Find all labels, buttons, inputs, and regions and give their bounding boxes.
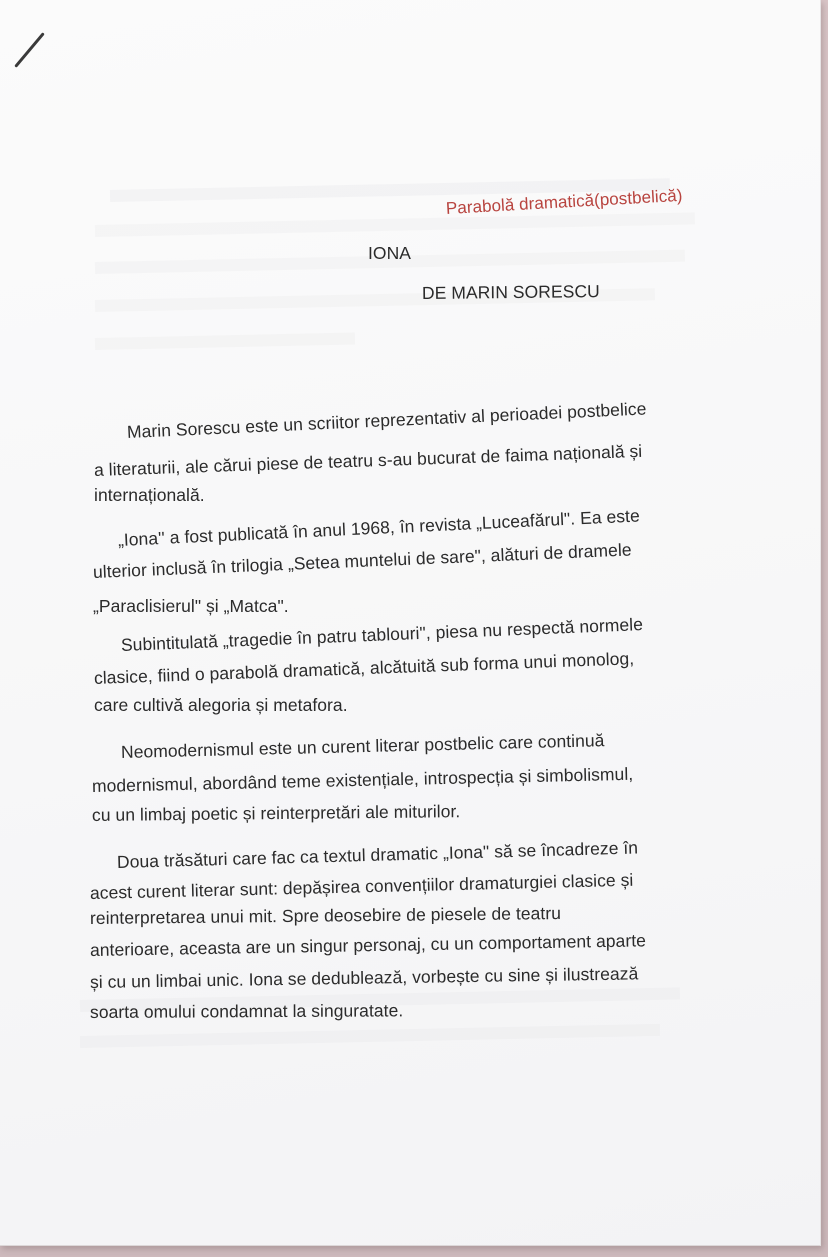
paragraph-3-line-2: clasice, fiind o parabolă dramatică, alcătuită sub forma unui monolog,: [93, 648, 635, 688]
pen-stroke-mark: [14, 32, 45, 68]
paragraph-5-line-4: anterioare, aceasta are un singur personaj, cu un comportament aparte: [89, 930, 647, 960]
paragraph-5-line-5: și cu un limbai unic. Iona se dedublează, vorbește cu sine și ilustrează: [89, 963, 639, 992]
paragraph-3-line-3: care cultivă alegoria și metafora.: [94, 695, 348, 715]
paragraph-4-line-1: Neomodernismul este un curent literar postbelic care continuă: [120, 730, 605, 762]
bleed-through-shade: [80, 1024, 660, 1048]
paragraph-5-line-6: soarta omului condamnat la singuratate.: [89, 1000, 404, 1022]
document-genre-label: Parabolă dramatică(postbelică): [445, 185, 683, 218]
paragraph-1-line-2: a literaturii, ale cărui piese de teatru s-au bucurat de faima națională și: [93, 440, 643, 480]
bleed-through-shade: [95, 212, 695, 237]
paragraph-2-line-2: ulterior inclusă în trilogia „Setea muntelui de sare", alături de dramele: [92, 539, 632, 582]
paragraph-1-line-3: internațională.: [94, 485, 205, 505]
paragraph-3-line-1: Subintitulată „tragedie în patru tablouri", piesa nu respectă normele: [120, 614, 644, 655]
paragraph-4-line-3: cu un limbaj poetic și reinterpretări ale miturilor.: [91, 801, 461, 825]
paragraph-5-line-2: acest curent literar sunt: depășirea convențiilor dramaturgiei clasice și: [89, 869, 634, 903]
document-author-line: DE MARIN SORESCU: [421, 281, 600, 303]
paragraph-5-line-3: reinterpretarea unui mit. Spre deosebire de piesele de teatru: [89, 903, 562, 928]
paragraph-2-line-1: „Iona'' a fost publicată în anul 1968, în revista „Luceafărul". Ea este: [117, 505, 641, 550]
paragraph-2-line-3: „Paraclisierul" și „Matca".: [93, 596, 289, 616]
paragraph-1-line-1: Marin Sorescu este un scriitor reprezentativ al perioadei postbelice: [126, 398, 647, 442]
paragraph-5-line-1: Doua trăsături care fac ca textul dramatic „Iona" să se încadreze în: [116, 837, 639, 872]
document-title: IONA: [368, 243, 411, 263]
paragraph-4-line-2: modernismul, abordând teme existențiale, introspecția și simbolismul,: [91, 763, 634, 796]
bleed-through-shade: [95, 333, 355, 350]
